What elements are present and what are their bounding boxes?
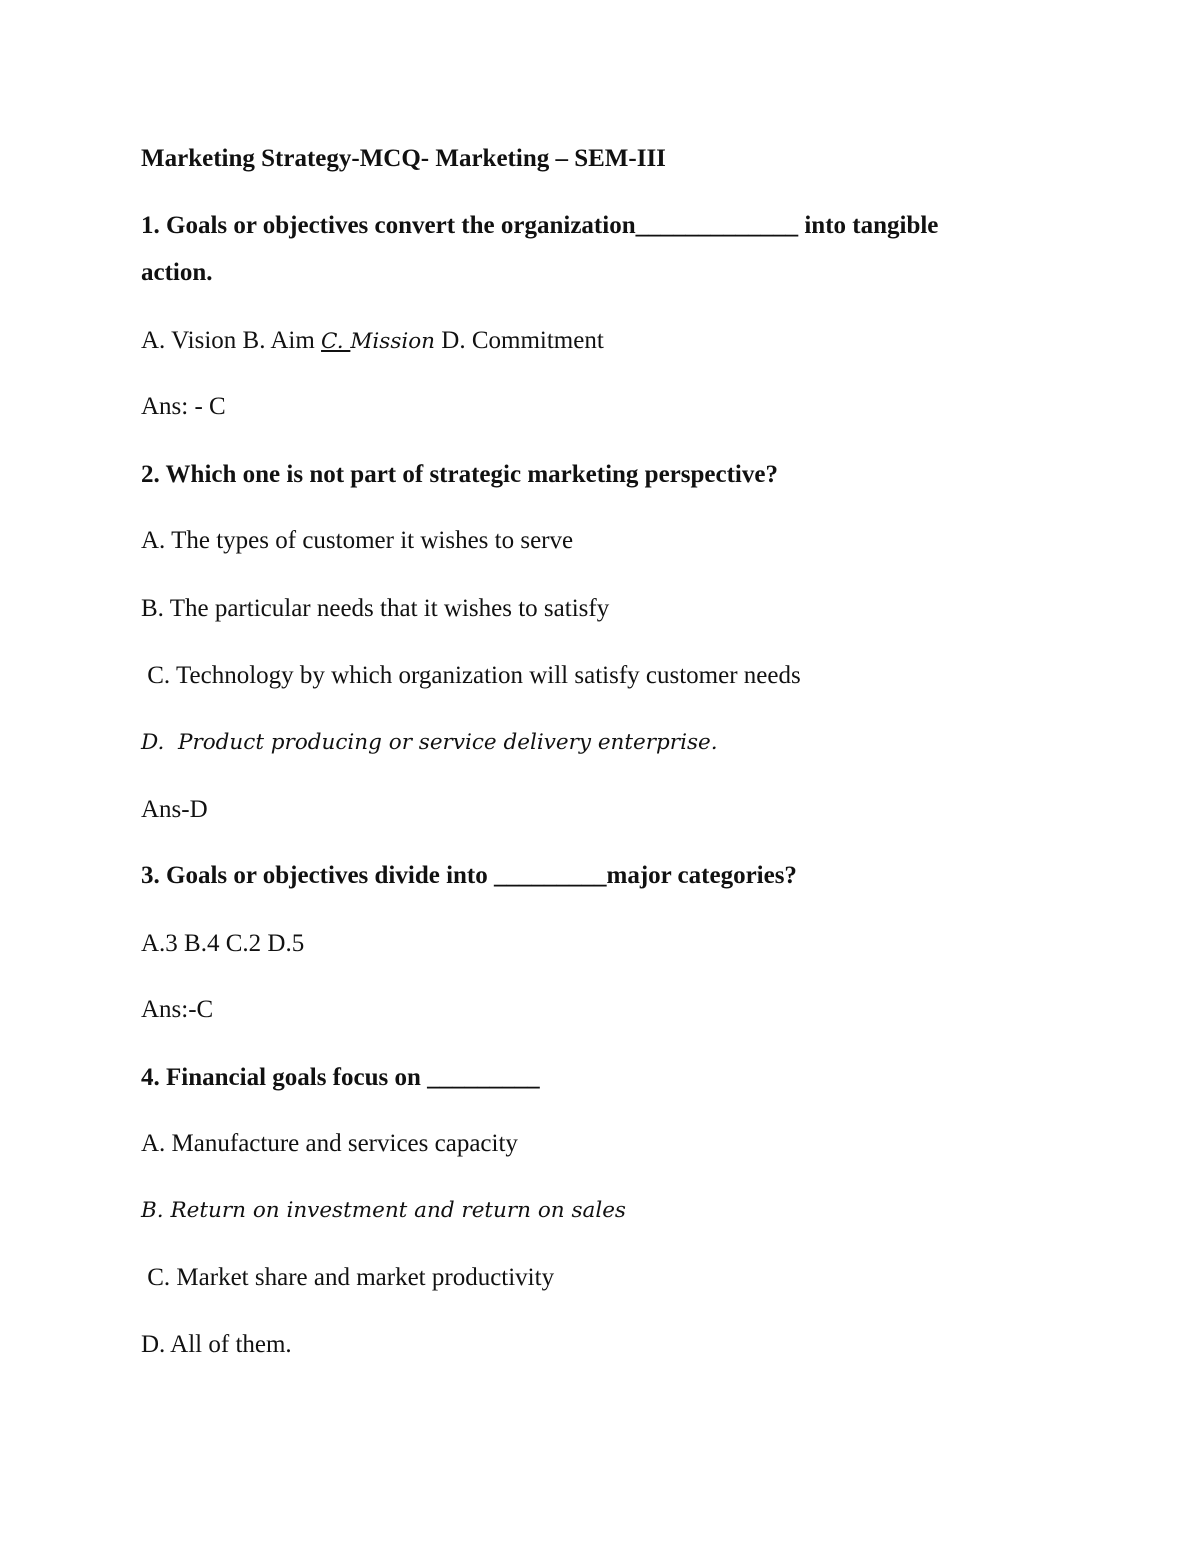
question-1-text-continued: action. — [141, 259, 213, 286]
question-4-option-a: A. Manufacture and services capacity — [141, 1130, 518, 1157]
question-2-option-c: C. Technology by which organization will satisfy customer needs — [141, 662, 801, 689]
question-2-option-d: D. Product producing or service delivery enterprise. — [141, 730, 718, 755]
question-3-options: A.3 B.4 C.2 D.5 — [141, 930, 305, 957]
question-2-text: 2. Which one is not part of strategic marketing perspective? — [141, 461, 778, 488]
question-2-answer: Ans-D — [141, 796, 208, 823]
option-c-letter: C. — [321, 329, 351, 354]
question-2-option-a: A. The types of customer it wishes to serve — [141, 527, 574, 554]
option-a-b: A. Vision B. Aim — [141, 327, 322, 354]
question-3-answer: Ans:-C — [141, 996, 214, 1023]
question-1-text: 1. Goals or objectives convert the organization_____________ into tangible — [141, 212, 939, 239]
question-3-text: 3. Goals or objectives divide into _________major categories? — [141, 862, 797, 889]
question-1-options — [141, 326, 604, 357]
question-4-text: 4. Financial goals focus on _________ — [141, 1064, 540, 1091]
question-1-answer: Ans: - C — [141, 393, 226, 420]
option-c-text: Mission — [350, 329, 436, 354]
question-2-option-b: B. The particular needs that it wishes to satisfy — [141, 595, 610, 622]
document-title: Marketing Strategy-MCQ- Marketing – SEM-III — [141, 145, 666, 172]
question-4-option-c: C. Market share and market productivity — [141, 1264, 555, 1291]
question-4-option-b: B. Return on investment and return on sales — [141, 1198, 626, 1223]
question-4-option-d: D. All of them. — [141, 1331, 292, 1358]
option-d: D. Commitment — [435, 327, 604, 354]
